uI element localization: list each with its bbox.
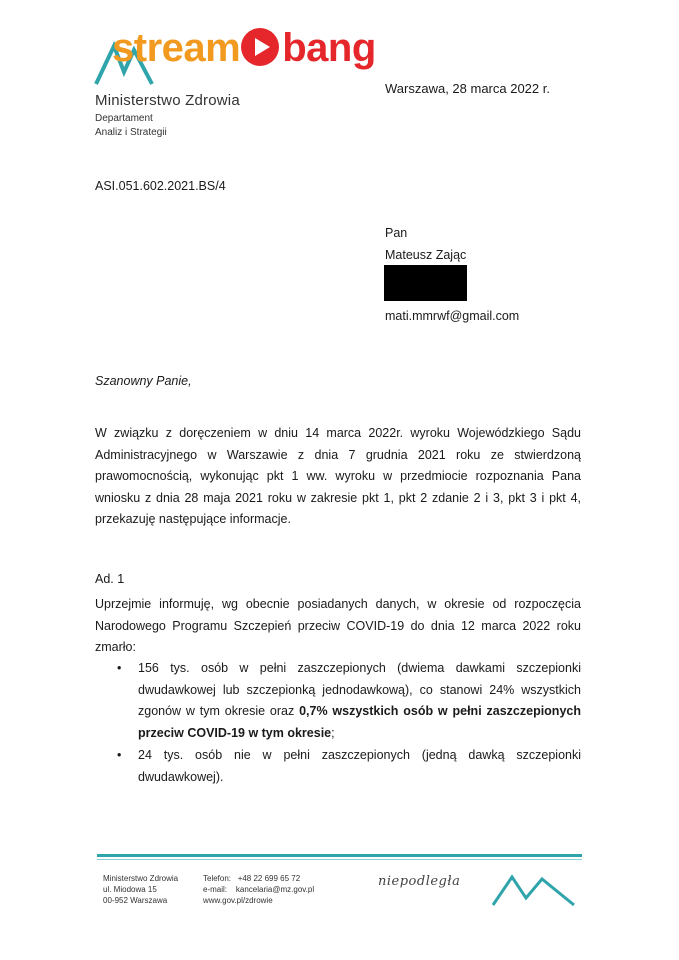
list-item: • 156 tys. osób w pełni zaszczepionych (dwiema dawkami szczepionki dwudawkowej lub szczepionką jednodawkową), co stanowi 24% wszystkich zgonów w tym okresie oraz 0,7% wszystkich osób w pełni zaszczepionych przeciw COVID-19 w tym okresie; [117,661,581,740]
footer-divider [97,854,582,857]
niepodlegla-signature: niepodległa [378,874,461,889]
footer-address: Ministerstwo Zdrowia ul. Miodowa 15 00-952 Warszawa [103,874,179,905]
ministry-footer-logo-icon [490,872,576,908]
letter-date: Warszawa, 28 marca 2022 r. [385,81,550,96]
paragraph-ad1: Uprzejmie informuję, wg obecnie posiadanych danych, w okresie od rozpoczęcia Narodowego Programu Szczepień przeciw COVID-19 do dnia 12 marca 2022 roku zmarło: [95,597,581,654]
bullet-list [95,658,581,789]
reference-number: ASI.051.602.2021.BS/4 [95,179,226,193]
recipient-name: Mateusz Zając [385,248,467,262]
paragraph-intro: W związku z doręczeniem w dniu 14 marca 2022r. wyroku Wojewódzkiego Sądu Administracyjnego w Warszawie z dnia 7 grudnia 2021 roku ze stwierdzoną prawomocnością, wykonując pkt 1 ww. wyroku w przedmiocie rozpoznania Pana wniosku z dnia 28 maja 2021 roku w zakresie pkt 1, pkt 2 zdanie 2 i 3, pkt 3 i pkt 4, przekazuję następujące informacje. [95,426,581,526]
section-heading-ad1: Ad. 1 [95,572,125,586]
salutation: Szanowny Panie, [95,374,192,388]
redacted-address [384,265,467,301]
footer-divider-thin [97,859,582,860]
streambang-watermark: stream bang [112,26,376,70]
recipient-title: Pan [385,226,408,240]
department-name: Departament Analiz i Strategii [95,113,167,138]
ministry-name: Ministerstwo Zdrowia [95,92,240,109]
recipient-block [385,222,466,266]
play-icon [241,28,279,66]
footer-contact: Telefon: +48 22 699 65 72 e-mail: kancelaria@mz.gov.pl www.gov.pl/zdrowie [203,874,315,905]
recipient-email: mati.mmrwf@gmail.com [385,309,520,323]
list-item: • 24 tys. osób nie w pełni zaszczepionych (jedną dawką szczepionki dwudawkowej). [117,748,581,784]
